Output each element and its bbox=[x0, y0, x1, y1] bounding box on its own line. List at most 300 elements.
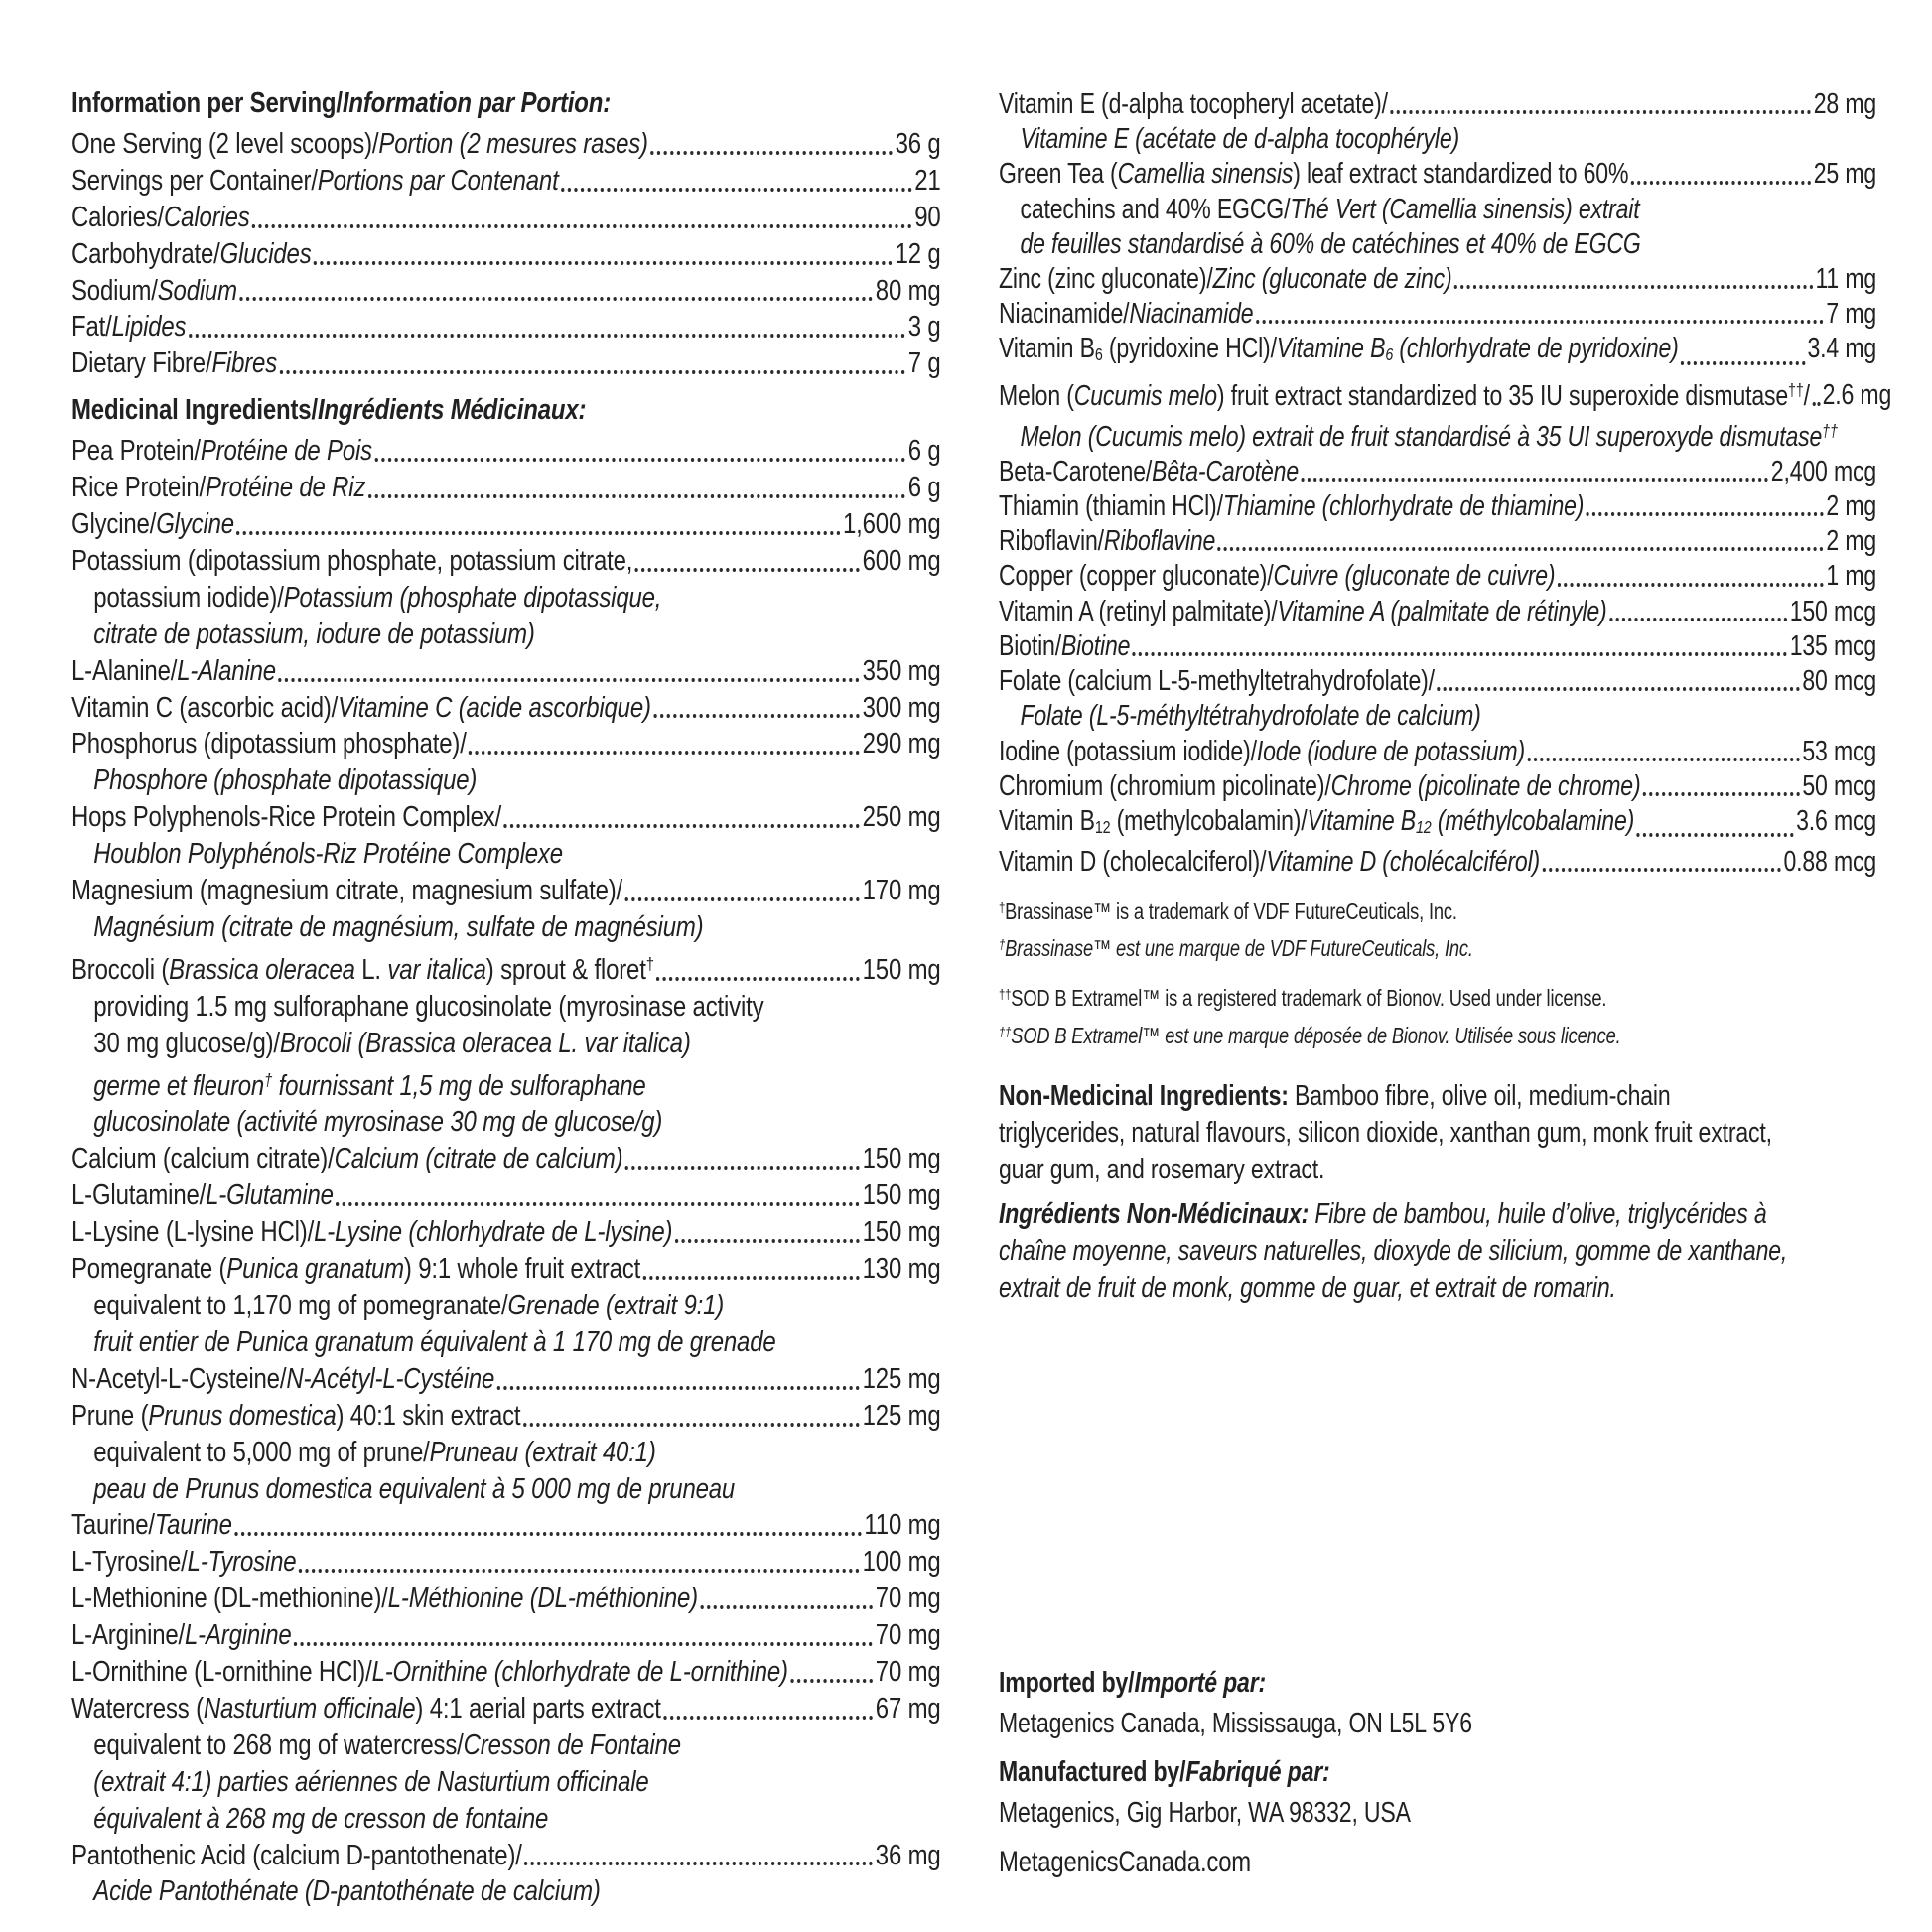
text-part: Fat/ bbox=[71, 311, 112, 344]
ingredient-label bbox=[71, 1141, 622, 1177]
dot-leader bbox=[523, 1423, 860, 1427]
ingredient-label bbox=[999, 297, 1253, 332]
text-part: L-Tyrosine bbox=[187, 1546, 297, 1579]
ingredient-row bbox=[999, 87, 1876, 122]
text-part: Iode (iodure de potassium) bbox=[1256, 735, 1525, 767]
text-part: Fabriqué par: bbox=[1185, 1755, 1330, 1788]
ingredient-label bbox=[999, 87, 1388, 122]
ingredient-value: 2 mg bbox=[1826, 490, 1877, 523]
text-part: L-Arginine/ bbox=[71, 1619, 186, 1652]
ingredient-label bbox=[999, 978, 1606, 1015]
ingredient-label bbox=[999, 262, 1452, 297]
ingredient-row bbox=[71, 1838, 941, 1874]
ingredient-label bbox=[93, 989, 763, 1026]
text-part: Biotin/ bbox=[999, 629, 1061, 662]
ingredient-row bbox=[71, 726, 941, 762]
dot-leader bbox=[236, 531, 840, 535]
continuation-line bbox=[71, 617, 941, 653]
text-part: Medicinal Ingredients/ bbox=[71, 394, 318, 427]
ingredient-value: 7 mg bbox=[1826, 298, 1877, 331]
text-part: Cuivre (gluconate de cuivre) bbox=[1273, 560, 1556, 593]
ingredient-label bbox=[71, 506, 234, 543]
ingredient-row bbox=[71, 1141, 941, 1177]
ingredient-row bbox=[999, 629, 1876, 664]
text-part: Houblon Polyphénols-Riz Protéine Complexe bbox=[93, 838, 563, 871]
text-part: Vitamin C (ascorbic acid)/ bbox=[71, 691, 339, 724]
ingredient-label bbox=[999, 524, 1215, 559]
ingredient-label bbox=[71, 273, 237, 310]
text-part: germe et fleuron bbox=[93, 1069, 265, 1102]
text-part: Non-Medicinal Ingredients: bbox=[999, 1079, 1296, 1112]
ingredient-label bbox=[71, 1177, 334, 1214]
ingredient-value: 0.88 mcg bbox=[1783, 845, 1877, 878]
dot-leader bbox=[278, 678, 860, 682]
ingredient-value: 290 mg bbox=[862, 728, 941, 760]
text-part: Vitamine B bbox=[1307, 804, 1417, 837]
ingredient-row bbox=[71, 273, 941, 310]
ingredient-row bbox=[71, 309, 941, 345]
text-part: Lipides bbox=[111, 311, 187, 344]
text-part: providing 1.5 mg sulforaphane glucosinolate (myrosinase activity bbox=[93, 990, 764, 1023]
text-part: Nasturtium officinale bbox=[203, 1692, 416, 1725]
ingredient-value: 21 bbox=[914, 164, 941, 197]
ingredient-label bbox=[93, 1104, 662, 1141]
continuation-line bbox=[999, 193, 1876, 227]
dot-leader bbox=[700, 1605, 873, 1609]
continuation-line bbox=[71, 1727, 941, 1764]
ingredient-label bbox=[1020, 227, 1640, 262]
ingredient-label bbox=[93, 1026, 690, 1062]
ingredient-label bbox=[71, 470, 365, 506]
ingredient-label bbox=[71, 873, 622, 909]
ingredient-label bbox=[71, 1544, 296, 1581]
ingredient-row bbox=[71, 163, 941, 200]
ingredient-value: 2 mg bbox=[1826, 525, 1877, 558]
text-part: citrate de potassium, iodure de potassium) bbox=[93, 618, 535, 650]
dot-leader bbox=[1390, 110, 1811, 114]
ingredient-row bbox=[71, 1251, 941, 1288]
text-part: Manufactured by/ bbox=[999, 1755, 1186, 1788]
ingredient-label bbox=[93, 617, 534, 653]
ingredient-value: 11 mg bbox=[1815, 263, 1877, 296]
continuation-line bbox=[71, 1764, 941, 1801]
ingredient-label bbox=[71, 236, 312, 273]
dot-leader bbox=[561, 188, 912, 192]
text-part: var italica bbox=[387, 953, 486, 986]
text-part: Glucides bbox=[219, 237, 312, 270]
ingredient-value: 28 mg bbox=[1813, 88, 1877, 120]
text-part: Brocoli (Brassica oleracea L. var italica) bbox=[279, 1027, 691, 1059]
text-part: Chrome (picolinate de chrome) bbox=[1330, 769, 1641, 802]
text-part: L. bbox=[354, 953, 388, 986]
text-part: L-Methionine (DL-methionine)/ bbox=[71, 1583, 388, 1615]
continuation-line bbox=[71, 909, 941, 946]
text-part: Brassinase™ est une marque de VDF FutureCeuticals, Inc. bbox=[1005, 935, 1473, 962]
text-part: †† bbox=[999, 987, 1012, 1004]
text-part: Thiamine (chlorhydrate de thiamine) bbox=[1222, 490, 1585, 523]
text-part: Niacinamide/ bbox=[999, 298, 1130, 331]
text-part: Potassium (dipotassium phosphate, potassium citrate, bbox=[71, 544, 633, 577]
ingredient-label bbox=[71, 1617, 292, 1654]
ingredient-label bbox=[71, 1581, 698, 1617]
dot-leader bbox=[1454, 285, 1813, 289]
imported-by-address: Metagenics Canada, Mississauga, ON L5L 5Y6 bbox=[999, 1707, 1472, 1739]
text-part: 12 bbox=[1416, 816, 1432, 837]
dot-leader bbox=[1218, 547, 1824, 551]
continuation-line bbox=[71, 762, 941, 799]
ingredient-row bbox=[71, 506, 941, 543]
text-part: equivalent to 268 mg of watercress/ bbox=[93, 1728, 464, 1761]
text-part: † bbox=[999, 937, 1006, 954]
text-part: † bbox=[645, 953, 654, 974]
ingredient-label bbox=[999, 629, 1130, 664]
text-part: fournissant 1,5 mg de sulforaphane bbox=[272, 1069, 646, 1102]
ingredient-label bbox=[71, 1214, 672, 1251]
text-part: L-Glutamine/ bbox=[71, 1179, 207, 1212]
paragraph bbox=[999, 1196, 1796, 1307]
dot-leader bbox=[625, 897, 861, 901]
ingredient-label bbox=[999, 769, 1640, 804]
text-part: Broccoli ( bbox=[71, 953, 170, 986]
ingredient-value: 170 mg bbox=[862, 875, 941, 907]
text-part: equivalent to 5,000 mg of prune/ bbox=[93, 1436, 430, 1468]
ingredient-label bbox=[999, 845, 1540, 880]
ingredient-value: 150 mg bbox=[862, 1216, 941, 1249]
text-part: L-Ornithine (chlorhydrate de L-ornithine) bbox=[371, 1656, 788, 1689]
text-part: Thé Vert (Camellia sinensis) extrait bbox=[1290, 193, 1640, 225]
text-part: Watercress ( bbox=[71, 1692, 204, 1725]
dot-leader bbox=[294, 1642, 873, 1646]
text-part: Cresson de Fontaine bbox=[463, 1728, 681, 1761]
ingredient-row bbox=[999, 845, 1876, 880]
ingredient-row bbox=[71, 690, 941, 727]
dot-leader bbox=[625, 1166, 860, 1170]
ingredient-value: 2,400 mcg bbox=[1770, 455, 1877, 487]
text-part: Melon (Cucumis melo) extrait de fruit standardisé à 35 UI superoxyde dismutase bbox=[1020, 420, 1823, 453]
dot-leader bbox=[790, 1679, 873, 1683]
text-part: Beta-Carotene/ bbox=[999, 455, 1153, 487]
text-part: Fibres bbox=[211, 347, 278, 380]
text-part: (méthylcobalamine) bbox=[1431, 804, 1635, 837]
text-part: (extrait 4:1) parties aériennes de Nasturtium officinale bbox=[93, 1765, 649, 1798]
dot-leader bbox=[524, 1862, 873, 1865]
text-part: Calcium (calcium citrate)/ bbox=[71, 1143, 335, 1175]
text-part: Vitamin D (cholecalciferol)/ bbox=[999, 845, 1267, 878]
dot-leader bbox=[650, 151, 893, 155]
ingredient-row bbox=[999, 664, 1876, 699]
ingredient-value: 150 mg bbox=[862, 1143, 941, 1175]
text-part: Taurine/ bbox=[71, 1509, 155, 1542]
ingredient-label bbox=[93, 1801, 548, 1838]
ingredient-row bbox=[71, 1617, 941, 1654]
ingredient-value: 110 mg bbox=[864, 1509, 941, 1542]
text-part: Information par Portion: bbox=[342, 87, 612, 119]
ingredient-label bbox=[999, 157, 1628, 192]
ingredient-value: 7 g bbox=[907, 347, 941, 380]
text-part: ) fruit extract standardized to 35 IU superoxide dismutase bbox=[1216, 379, 1789, 412]
ingredient-value: 150 mg bbox=[862, 1179, 941, 1212]
dot-leader bbox=[1587, 512, 1824, 516]
ingredient-row bbox=[71, 126, 941, 163]
trademark-footnotes bbox=[999, 892, 1876, 1052]
text-part: †† bbox=[1822, 420, 1838, 441]
dot-leader bbox=[314, 261, 893, 265]
text-part: Glycine/ bbox=[71, 507, 157, 540]
ingredient-label bbox=[71, 1838, 522, 1874]
text-part: One Serving (2 level scoops)/ bbox=[71, 127, 379, 160]
ingredient-label bbox=[93, 580, 661, 617]
medicinal-ingredients-rows-continued bbox=[999, 87, 1892, 880]
dot-leader bbox=[1637, 833, 1794, 837]
text-part: Bamboo fibre, olive oil, medium-chain triglycerides, natural flavours, silicon dioxide, xanthan gum, monk fruit extract, guar gum, and rosemary extract. bbox=[999, 1079, 1772, 1185]
text-part: L-Glutamine bbox=[206, 1179, 334, 1212]
ingredient-row bbox=[71, 1581, 941, 1617]
dot-leader bbox=[497, 1386, 861, 1390]
text-part: Ingrédients Non-Médicinaux: bbox=[999, 1197, 1315, 1230]
ingredient-row bbox=[71, 1361, 941, 1398]
ingredient-label bbox=[93, 1764, 648, 1801]
text-part: (chlorhydrate de pyridoxine) bbox=[1393, 333, 1679, 365]
dot-leader bbox=[1527, 758, 1800, 761]
continuation-line bbox=[999, 227, 1876, 262]
text-part: (methylcobalamin)/ bbox=[1110, 804, 1308, 837]
ingredient-row bbox=[999, 262, 1876, 297]
ingredient-label bbox=[999, 373, 1810, 414]
text-part: Magnésium (citrate de magnésium, sulfate de magnésium) bbox=[93, 910, 704, 943]
text-part: catechins and 40% EGCG/ bbox=[1020, 193, 1291, 225]
ingredient-label bbox=[1020, 122, 1459, 157]
ingredient-label bbox=[999, 664, 1435, 699]
text-part: † bbox=[264, 1069, 273, 1090]
text-part: Grenade (extrait 9:1) bbox=[507, 1289, 725, 1321]
ingredient-label bbox=[71, 1398, 520, 1435]
dot-leader bbox=[1542, 868, 1781, 872]
ingredient-row bbox=[999, 559, 1876, 594]
ingredient-label bbox=[71, 1507, 232, 1544]
text-part: L-Ornithine (L-ornithine HCl)/ bbox=[71, 1656, 372, 1689]
ingredient-value: 250 mg bbox=[862, 801, 941, 834]
text-part: L-Alanine bbox=[177, 654, 276, 687]
text-part: Folate (L-5-méthyltétrahydrofolate de calcium) bbox=[1020, 700, 1481, 733]
continuation-line bbox=[999, 978, 1876, 1015]
text-part: ) 9:1 whole fruit extract bbox=[403, 1253, 641, 1286]
text-part: Potassium (phosphate dipotassique, bbox=[283, 581, 662, 614]
text-part: Iodine (potassium iodide)/ bbox=[999, 735, 1257, 767]
ingredient-row bbox=[71, 946, 941, 989]
ingredient-row bbox=[71, 345, 941, 382]
continuation-line bbox=[71, 1026, 941, 1062]
dot-leader bbox=[663, 1716, 873, 1720]
text-part: Acide Pantothénate (D-pantothénate de calcium) bbox=[93, 1875, 601, 1908]
text-part: Protéine de Riz bbox=[205, 472, 366, 504]
ingredient-value: 50 mcg bbox=[1802, 769, 1877, 802]
text-part: Carbohydrate/ bbox=[71, 237, 220, 270]
text-part: Importé par: bbox=[1134, 1666, 1267, 1699]
ingredient-label bbox=[71, 1691, 661, 1727]
text-part: fruit entier de Punica granatum équivalent à 1 170 mg de grenade bbox=[93, 1325, 776, 1358]
ingredient-value: 100 mg bbox=[862, 1546, 941, 1579]
text-part: Biotine bbox=[1060, 629, 1131, 662]
text-part: Niacinamide bbox=[1129, 298, 1254, 331]
text-part: Bêta-Carotène bbox=[1152, 455, 1300, 487]
dot-leader bbox=[1558, 583, 1824, 587]
text-part: Hops Polyphenols-Rice Protein Complex/ bbox=[71, 801, 502, 834]
ingredient-label bbox=[93, 909, 703, 946]
continuation-line bbox=[71, 1104, 941, 1141]
manufactured-by-heading bbox=[999, 1751, 1876, 1793]
dot-leader bbox=[234, 1532, 862, 1536]
ingredient-label bbox=[93, 1324, 775, 1361]
ingredient-label bbox=[93, 1727, 681, 1764]
ingredient-label bbox=[71, 200, 250, 236]
ingredient-value: 150 mcg bbox=[1789, 595, 1877, 627]
ingredient-value: 135 mcg bbox=[1789, 629, 1877, 662]
continuation-line bbox=[71, 1471, 941, 1508]
ingredient-label bbox=[1020, 414, 1837, 455]
medicinal-ingredients-rows bbox=[71, 433, 941, 1910]
ingredient-label bbox=[999, 489, 1584, 524]
ingredient-row bbox=[71, 799, 941, 836]
text-part: Fibre de bambou, huile d’olive, triglycérides à chaîne moyenne, saveurs naturelles, dioxyde de silicium, gomme de xanthane, extrait de fruit de monk, gomme de guar, et extrait de romarin. bbox=[999, 1197, 1788, 1304]
ingredient-label bbox=[71, 726, 467, 762]
continuation-line bbox=[999, 122, 1876, 157]
continuation-line bbox=[999, 892, 1876, 928]
text-part: Imported by/ bbox=[999, 1666, 1135, 1699]
text-part: 6 bbox=[1094, 345, 1103, 365]
ingredient-label bbox=[71, 126, 648, 163]
text-part: Brassica oleracea bbox=[169, 953, 355, 986]
manufactured-by-address: Metagenics, Gig Harbor, WA 98332, USA bbox=[999, 1796, 1411, 1829]
ingredient-value: 36 g bbox=[895, 127, 941, 160]
ingredient-value: 2.6 mg bbox=[1822, 379, 1892, 412]
text-part: SOD B Extramel™ est une marque déposée de Bionov. Utilisée sous licence. bbox=[1011, 1022, 1621, 1048]
text-part: Servings per Container/ bbox=[71, 164, 318, 197]
text-part: ) 40:1 skin extract bbox=[336, 1399, 521, 1432]
text-part: Vitamin B bbox=[999, 804, 1095, 837]
text-part: Vitamine B bbox=[1276, 333, 1386, 365]
ingredient-value: 350 mg bbox=[862, 654, 941, 687]
text-part: Calories bbox=[164, 201, 250, 233]
left-column bbox=[71, 85, 941, 1910]
ingredient-label bbox=[999, 892, 1457, 928]
continuation-line bbox=[71, 580, 941, 617]
text-part: Pomegranate ( bbox=[71, 1253, 227, 1286]
ingredient-label bbox=[999, 735, 1525, 769]
ingredient-value: 67 mg bbox=[875, 1692, 941, 1725]
text-part: N-Acetyl-L-Cysteine/ bbox=[71, 1362, 287, 1395]
ingredient-label bbox=[1020, 193, 1639, 227]
continuation-line bbox=[999, 699, 1876, 734]
ingredient-label bbox=[71, 345, 277, 382]
ingredient-label bbox=[93, 1471, 735, 1508]
ingredient-label bbox=[71, 1361, 494, 1398]
ingredient-label bbox=[1020, 699, 1480, 734]
ingredient-label bbox=[93, 1062, 645, 1105]
ingredient-value: 80 mcg bbox=[1802, 665, 1877, 698]
text-part: Vitamine A (palmitate de rétinyle) bbox=[1277, 595, 1607, 627]
ingredient-row bbox=[999, 769, 1876, 804]
ingredient-row bbox=[71, 433, 941, 470]
ingredient-label bbox=[71, 1654, 788, 1691]
continuation-line bbox=[999, 1016, 1876, 1052]
ingredient-row bbox=[999, 157, 1876, 192]
dot-leader bbox=[1681, 361, 1805, 365]
ingredient-row bbox=[999, 524, 1876, 559]
dot-leader bbox=[1609, 618, 1787, 621]
text-part: ) leaf extract standardized to 60% bbox=[1293, 158, 1629, 191]
text-part: / bbox=[1803, 379, 1810, 412]
ingredient-value: 3.4 mg bbox=[1807, 333, 1877, 365]
ingredient-label bbox=[71, 309, 186, 345]
text-part: Punica granatum bbox=[226, 1253, 404, 1286]
ingredient-row bbox=[71, 1544, 941, 1581]
ingredient-label bbox=[93, 1288, 724, 1324]
ingredient-value: 70 mg bbox=[875, 1583, 941, 1615]
text-part: Zinc (zinc gluconate)/ bbox=[999, 263, 1213, 296]
text-part: Calories/ bbox=[71, 201, 165, 233]
ingredient-value: 6 g bbox=[907, 435, 941, 468]
continuation-line bbox=[71, 1062, 941, 1105]
ingredient-value: 125 mg bbox=[862, 1399, 941, 1432]
text-part: Calcium (citrate de calcium) bbox=[334, 1143, 623, 1175]
ingredient-row bbox=[71, 200, 941, 236]
text-part: L-Lysine (chlorhydrate de L-lysine) bbox=[314, 1216, 673, 1249]
ingredient-label bbox=[71, 433, 372, 470]
ingredient-label bbox=[71, 653, 276, 690]
dot-leader bbox=[1631, 181, 1812, 185]
ingredient-label bbox=[71, 543, 632, 580]
ingredient-value: 25 mg bbox=[1813, 158, 1877, 191]
dot-leader bbox=[374, 458, 905, 462]
ingredient-value: 600 mg bbox=[862, 544, 941, 577]
right-column bbox=[999, 87, 1892, 1882]
ingredient-value: 125 mg bbox=[862, 1362, 941, 1395]
ingredient-label bbox=[71, 690, 651, 727]
text-part: Portion (2 mesures rases) bbox=[378, 127, 648, 160]
text-part: L-Méthionine (DL-méthionine) bbox=[387, 1583, 698, 1615]
ingredient-value: 130 mg bbox=[862, 1253, 941, 1286]
dot-leader bbox=[252, 224, 912, 228]
non-medicinal-ingredients-section bbox=[999, 1078, 1876, 1307]
ingredient-row bbox=[71, 1691, 941, 1727]
ingredient-row bbox=[71, 236, 941, 273]
continuation-line bbox=[71, 1435, 941, 1471]
continuation-line bbox=[71, 1873, 941, 1910]
text-part: Sodium/ bbox=[71, 274, 158, 307]
dot-leader bbox=[1437, 687, 1800, 691]
text-part: Glycine bbox=[156, 507, 234, 540]
ingredient-value: 90 bbox=[914, 201, 941, 233]
ingredient-row bbox=[999, 373, 1892, 414]
dot-leader bbox=[1301, 478, 1768, 482]
ingredient-label bbox=[999, 332, 1679, 372]
text-part: Rice Protein/ bbox=[71, 472, 206, 504]
text-part: L-Alanine/ bbox=[71, 654, 178, 687]
continuation-line bbox=[999, 414, 1876, 455]
text-part: Copper (copper gluconate)/ bbox=[999, 560, 1274, 593]
dot-leader bbox=[675, 1239, 860, 1243]
text-part: Riboflavin/ bbox=[999, 525, 1104, 558]
ingredient-row bbox=[71, 1177, 941, 1214]
text-part: Prune ( bbox=[71, 1399, 149, 1432]
paragraph bbox=[999, 1078, 1796, 1188]
ingredient-label bbox=[71, 163, 559, 200]
ingredient-value: 70 mg bbox=[875, 1619, 941, 1652]
text-part: Phosphore (phosphate dipotassique) bbox=[93, 764, 478, 797]
dot-leader bbox=[653, 714, 860, 718]
ingredient-row bbox=[999, 735, 1876, 769]
ingredient-row bbox=[999, 297, 1876, 332]
